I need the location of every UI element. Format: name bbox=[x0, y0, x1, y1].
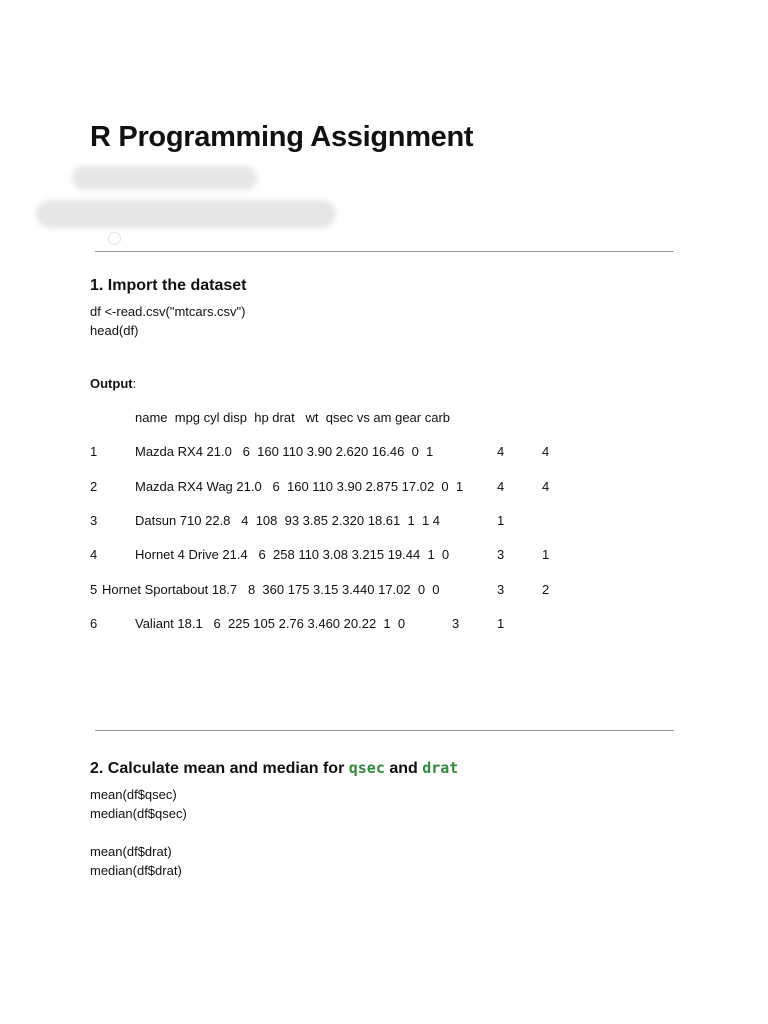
output-header-row: name mpg cyl disp hp drat wt qsec vs am gear carb bbox=[135, 410, 451, 425]
output-row-values: Valiant 18.1 6 225 105 2.76 3.460 20.22 1 0 bbox=[135, 616, 406, 631]
output-row-index: 3 bbox=[90, 513, 98, 528]
output-row-values: Mazda RX4 21.0 6 160 110 3.90 2.620 16.46 0 1 bbox=[135, 444, 434, 459]
keyword-drat: drat bbox=[422, 759, 459, 777]
keyword-qsec: qsec bbox=[348, 759, 385, 777]
output-row-values: Mazda RX4 Wag 21.0 6 160 110 3.90 2.875 17.02 0 1 bbox=[135, 479, 464, 494]
output-row-values: Datsun 710 22.8 4 108 93 3.85 2.320 18.61 1 1 4 bbox=[135, 513, 441, 528]
code-line-median-drat: median(df$drat) bbox=[90, 863, 182, 878]
output-label-text: Output bbox=[90, 376, 133, 391]
redacted-mark bbox=[108, 232, 121, 245]
output-row-index: 4 bbox=[90, 547, 98, 562]
output-row-carb: 1 bbox=[497, 616, 505, 631]
output-row-gear: 3 bbox=[497, 582, 505, 597]
output-row-values: Hornet Sportabout 18.7 8 360 175 3.15 3.440 17.02 0 0 bbox=[102, 582, 440, 597]
section-2-heading-mid: and bbox=[384, 760, 423, 777]
output-row-gear: 3 bbox=[452, 616, 460, 631]
output-colon: : bbox=[132, 376, 137, 391]
page-title: R Programming Assignment bbox=[90, 121, 474, 153]
output-row-index: 5 bbox=[90, 582, 98, 597]
output-row-carb: 4 bbox=[542, 444, 550, 459]
divider-top bbox=[95, 251, 674, 252]
redacted-author-details bbox=[36, 200, 336, 228]
output-row-gear: 4 bbox=[497, 444, 505, 459]
output-row-carb: 1 bbox=[542, 547, 550, 562]
code-line-read-csv: df <-read.csv("mtcars.csv") bbox=[90, 304, 246, 319]
output-row-gear: 4 bbox=[497, 479, 505, 494]
section-2-heading-prefix: 2. Calculate mean and median for bbox=[90, 760, 349, 777]
output-row-index: 1 bbox=[90, 444, 98, 459]
output-row-carb: 2 bbox=[542, 582, 550, 597]
output-row-values: Hornet 4 Drive 21.4 6 258 110 3.08 3.215 19.44 1 0 bbox=[135, 547, 450, 562]
section-1-heading: 1. Import the dataset bbox=[90, 277, 247, 294]
section-2-heading bbox=[90, 759, 458, 778]
code-line-mean-qsec: mean(df$qsec) bbox=[90, 787, 177, 802]
code-line-head: head(df) bbox=[90, 323, 139, 338]
redacted-author-name bbox=[72, 166, 257, 190]
output-row-gear: 3 bbox=[497, 547, 505, 562]
output-label bbox=[90, 376, 136, 391]
code-line-median-qsec: median(df$qsec) bbox=[90, 806, 187, 821]
divider-middle bbox=[95, 730, 674, 731]
output-row-gear: 1 bbox=[497, 513, 505, 528]
code-line-mean-drat: mean(df$drat) bbox=[90, 844, 172, 859]
output-row-index: 2 bbox=[90, 479, 98, 494]
output-row-index: 6 bbox=[90, 616, 98, 631]
output-row-carb: 4 bbox=[542, 479, 550, 494]
